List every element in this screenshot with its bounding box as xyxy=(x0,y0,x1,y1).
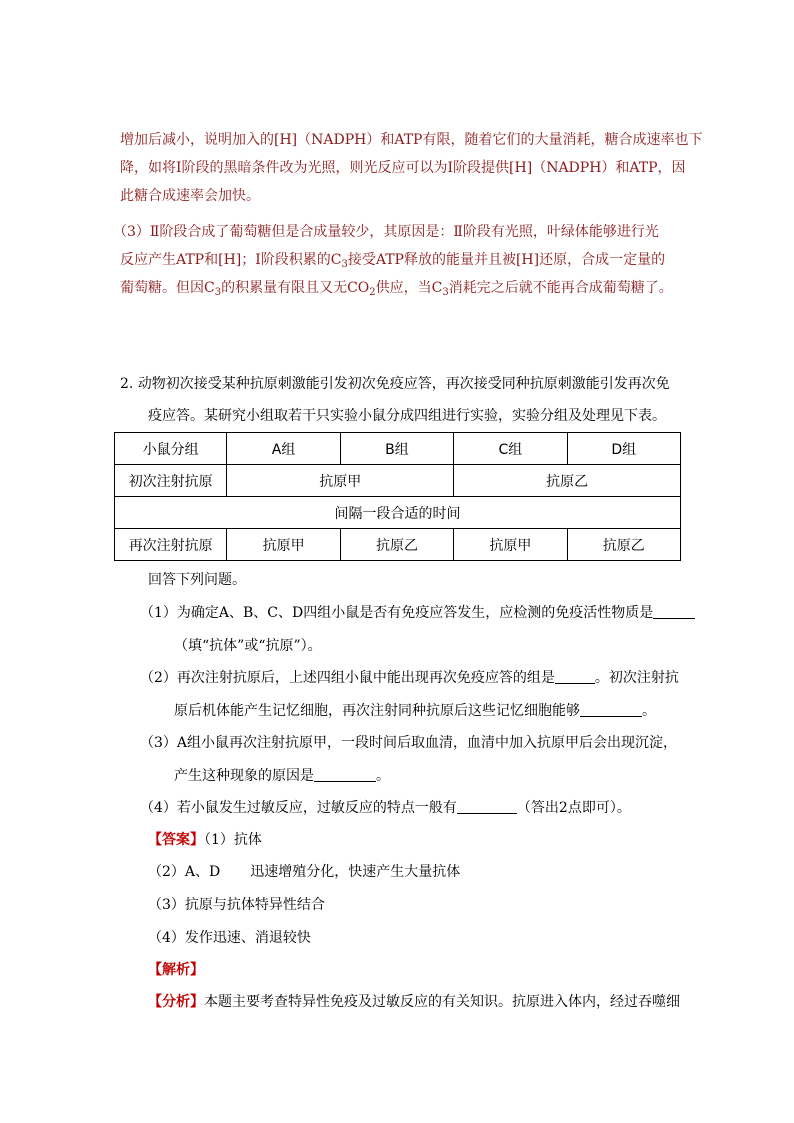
answer-1: （1）抗体 xyxy=(204,832,262,848)
sub-question-2-line-1 xyxy=(140,668,679,688)
prev-answer-line-1: 增加后减小，说明加入的[H]（NADPH）和ATP有限，随着它们的大量消耗，糖合成速率也下 xyxy=(120,132,703,148)
question-prompt: 回答下列问题。 xyxy=(148,572,246,588)
prev-answer-line-6-part4: 消耗完之后就不能再合成葡萄糖了。 xyxy=(448,280,673,296)
sub-question-1-text: （1）为确定A、B、C、D四组小鼠是否有免疫应答发生，应检测的免疫活性物质是 xyxy=(140,605,654,621)
fenxi-text: 本题主要考查特异性免疫及过敏反应的有关知识。抗原进入体内，经过吞噬细 xyxy=(204,994,680,1010)
prev-answer-line-6-part3: 供应，当C xyxy=(375,280,443,296)
answer-blank xyxy=(314,767,376,782)
sub-question-2-line-2 xyxy=(174,701,656,721)
prev-answer-line-5-part1: 反应产生ATP和[H]；Ⅰ阶段积累的C xyxy=(120,252,342,268)
table-cell: 小鼠分组 xyxy=(115,433,227,465)
subscript: 2 xyxy=(369,287,376,298)
sub-question-1-line-1 xyxy=(140,603,695,623)
prev-answer-line-2: 降，如将Ⅰ阶段的黑暗条件改为光照，则光反应可以为Ⅰ阶段提供[H]（NADPH）和ATP，因 xyxy=(120,160,686,176)
subscript: 3 xyxy=(341,259,348,270)
table-cell: 间隔一段合适的时间 xyxy=(115,497,681,529)
table-row xyxy=(115,465,681,497)
sub-question-4-text: （4）若小鼠发生过敏反应，过敏反应的特点一般有 xyxy=(140,800,457,816)
table-cell: 抗原乙 xyxy=(567,529,680,561)
table-cell: 初次注射抗原 xyxy=(115,465,227,497)
table-row xyxy=(115,497,681,529)
answer-blank xyxy=(653,604,695,619)
table-cell: 抗原甲 xyxy=(227,465,454,497)
sub-question-4-end: （答出2点即可）。 xyxy=(516,800,631,816)
prev-answer-line-6 xyxy=(120,278,673,303)
table-row xyxy=(115,433,681,465)
table-cell: C组 xyxy=(454,433,567,465)
table-cell: 抗原甲 xyxy=(454,529,567,561)
analysis-tag: 【解析】 xyxy=(148,962,204,978)
prev-answer-line-4: （3）Ⅱ阶段合成了葡萄糖但是合成量较少，其原因是：Ⅱ阶段有光照，叶绿体能够进行光 xyxy=(113,224,659,240)
answer-line-4: （4）发作迅速、消退较快 xyxy=(148,930,311,946)
table-cell: B组 xyxy=(340,433,453,465)
answer-2-groups: （2）A、D xyxy=(148,864,221,880)
answer-line-3: （3）抗原与抗体特异性结合 xyxy=(148,897,325,913)
sub-question-3-line-2 xyxy=(174,766,390,786)
table-cell: 再次注射抗原 xyxy=(115,529,227,561)
prev-answer-line-6-part1: 葡萄糖。但因C xyxy=(120,280,215,296)
fenxi-tag: 【分析】 xyxy=(148,994,204,1010)
answer-line-1 xyxy=(148,830,262,850)
sub-question-3-end: 。 xyxy=(376,768,390,784)
sub-question-3-text: 产生这种现象的原因是 xyxy=(174,768,314,784)
answer-line-2 xyxy=(148,862,460,882)
question-stem-line-2: 疫应答。某研究小组取若干只实验小鼠分成四组进行实验，实验分组及处理见下表。 xyxy=(148,408,666,424)
sub-question-2-text-cont: 。初次注射抗 xyxy=(594,670,679,686)
prev-answer-line-3: 此糖合成速率会加快。 xyxy=(120,188,260,204)
sub-question-4-line-1 xyxy=(140,798,631,818)
table-cell: A组 xyxy=(227,433,340,465)
table-cell: 抗原甲 xyxy=(227,529,340,561)
subscript: 3 xyxy=(214,287,222,298)
table-cell: 抗原乙 xyxy=(454,465,681,497)
prev-answer-line-5 xyxy=(120,250,665,275)
sub-question-2-end: 。 xyxy=(642,703,656,719)
sub-question-2-text: （2）再次注射抗原后，上述四组小鼠中能出现再次免疫应答的组是 xyxy=(140,670,555,686)
answer-2-detail: 迅速增殖分化，快速产生大量抗体 xyxy=(250,864,461,880)
prev-answer-line-6-part2: 的积累量有限且又无CO xyxy=(221,280,370,296)
table-row xyxy=(115,529,681,561)
prev-answer-line-5-part2: 接受ATP释放的能量并且被[H]还原，合成一定量的 xyxy=(347,252,666,268)
subscript: 3 xyxy=(442,287,449,298)
sub-question-3-line-1: （3）A组小鼠再次注射抗原甲，一段时间后取血清，血清中加入抗原甲后会出现沉淀， xyxy=(140,735,678,751)
table-cell: 抗原乙 xyxy=(340,529,453,561)
question-stem-line-1: 2. 动物初次接受某种抗原刺激能引发初次免疫应答，再次接受同种抗原刺激能引发再次免 xyxy=(120,376,670,392)
answer-blank xyxy=(555,669,595,684)
analysis-line-1 xyxy=(148,992,680,1012)
sub-question-2-text-2: 原后机体能产生记忆细胞，再次注射同种抗原后这些记忆细胞能够 xyxy=(174,703,580,719)
sub-question-1-line-2: （填“抗体”或“抗原”）。 xyxy=(174,638,322,654)
answer-blank xyxy=(580,702,642,717)
answer-tag: 【答案】 xyxy=(148,832,204,848)
table-cell: D组 xyxy=(567,433,680,465)
experiment-table xyxy=(114,432,681,561)
answer-blank xyxy=(457,799,517,814)
